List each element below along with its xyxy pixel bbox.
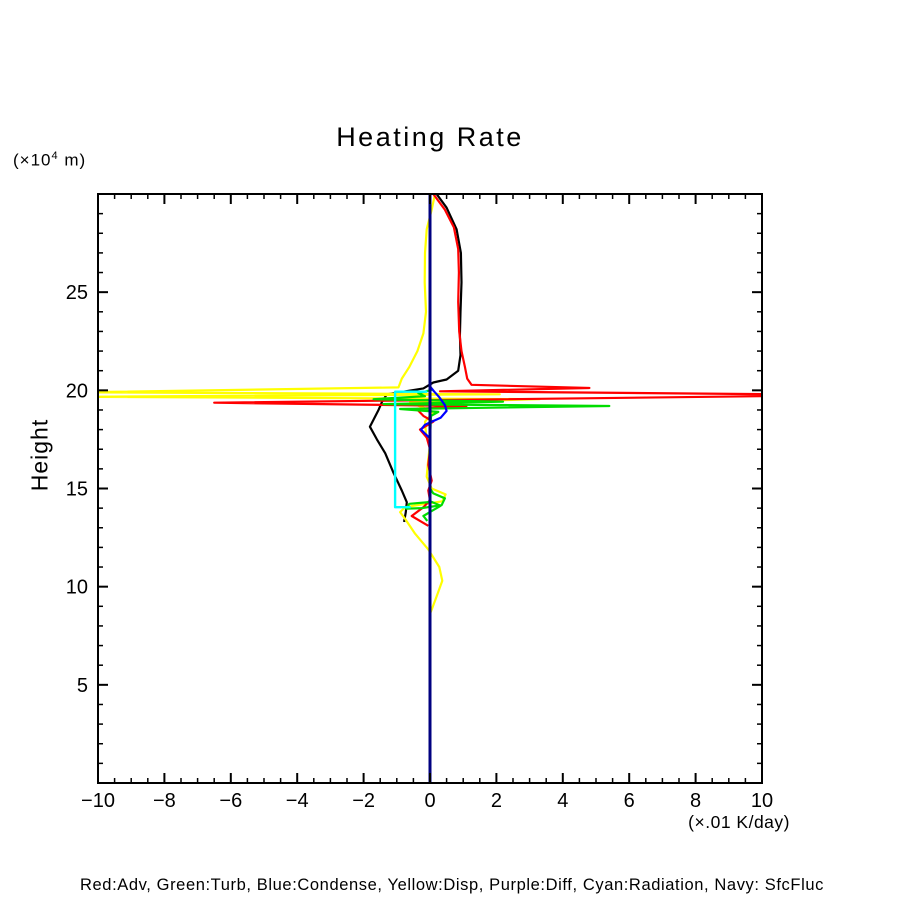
series-line-black (370, 194, 462, 522)
x-tick-label: 10 (750, 790, 774, 812)
y-tick-label: 25 (65, 282, 88, 305)
x-tick-label: −8 (152, 790, 176, 812)
x-tick-label: −6 (219, 790, 243, 812)
y-axis-title: Height (26, 418, 53, 492)
y-axis-unit-label: ($\times 10^4$ m) (13, 150, 87, 170)
x-tick-label: −4 (285, 790, 309, 812)
y-tick-label: 15 (65, 478, 88, 501)
x-tick-label: 0 (424, 790, 436, 812)
x-tick-label: 6 (623, 790, 635, 812)
y-tick-label: 20 (65, 380, 88, 403)
x-tick-label: 2 (490, 790, 502, 812)
chart-title: Heating Rate (336, 122, 524, 152)
legend-caption: Red:Adv, Green:Turb, Blue:Condense, Yellow:Disp, Purple:Diff, Cyan:Radiation, Navy: SfcFluc (80, 876, 824, 894)
y-tick-label: 5 (76, 674, 88, 697)
x-tick-label: −10 (81, 790, 115, 812)
x-axis-unit-label: (×.01 K/day) (688, 812, 790, 832)
y-tick-label: 10 (65, 576, 88, 599)
x-tick-label: −2 (352, 790, 376, 812)
x-tick-label: 8 (690, 790, 702, 812)
series-line-red (214, 194, 778, 526)
series-line-green (374, 389, 610, 521)
x-tick-label: 4 (557, 790, 569, 812)
